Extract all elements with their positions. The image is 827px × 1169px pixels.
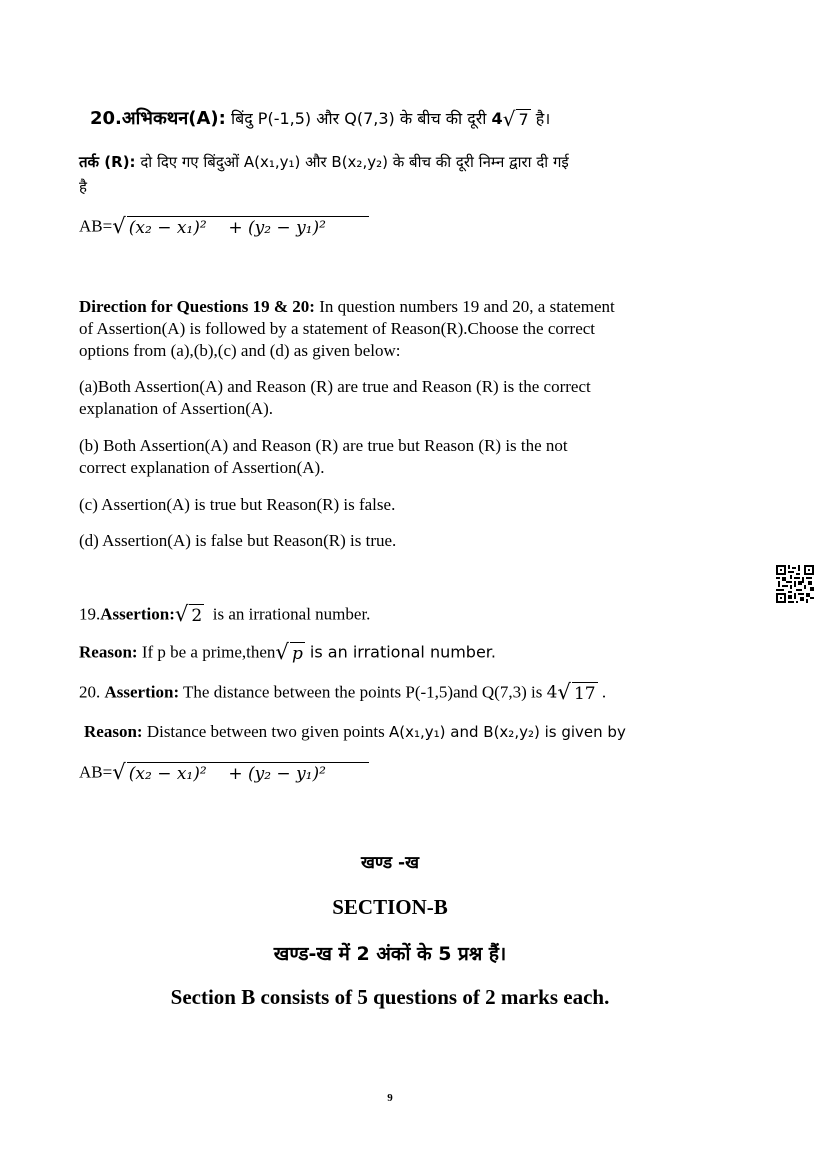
option-d: (d) Assertion(A) is false but Reason(R) is true. — [79, 531, 397, 550]
formula2-sqrt: √ (x₂ − x₁)² + (y₂ − y₁)² — [112, 762, 369, 785]
formula-lhs: AB= — [79, 216, 113, 236]
q19-reason-label: Reason: — [79, 642, 138, 662]
direction-line1: In question numbers 19 and 20, a statement — [314, 297, 615, 316]
formula-term2: + (y₂ − y₁)² — [228, 218, 326, 238]
q20-hindi-assertion — [90, 106, 550, 131]
q19-assertion-text: is an irrational number. — [212, 604, 371, 624]
option-b-line1: (b) Both Assertion(A) and Reason (R) are true but Reason (R) is the not — [79, 436, 568, 455]
distance-formula-1 — [79, 216, 369, 239]
q20-assertion-text: The distance between the points P(-1,5)and Q(7,3) is — [179, 682, 547, 702]
formula2-lhs: AB= — [79, 762, 113, 782]
q19-reason-sqrt: √ p — [275, 640, 303, 665]
direction-line2: of Assertion(A) is followed by a statement of Reason(R).Choose the correct — [79, 319, 596, 338]
section-b-hindi-desc: खण्ड-ख में 2 अंकों के 5 प्रश्न हैं। — [273, 943, 507, 965]
q20-reason — [84, 722, 626, 742]
q20-hindi-coef: 4 — [491, 109, 503, 128]
reason-hindi-label: तर्क (R): — [79, 153, 136, 171]
q20-hindi-text-post: है। — [530, 109, 551, 128]
q20-hindi-text: बिंदु P(-1,5) और Q(7,3) के बीच की दूरी — [225, 109, 492, 128]
section-b-hindi-title: खण्ड -ख — [361, 853, 419, 873]
q20-hindi-label: 20.अभिकथन(A): — [90, 108, 226, 129]
formula-sqrt: √ (x₂ − x₁)² + (y₂ − y₁)² — [112, 216, 369, 239]
direction-paragraph — [79, 296, 719, 362]
q20-reason-math: A(x₁,y₁) and B(x₂,y₂) is given by — [389, 723, 626, 741]
q19-number: 19. — [79, 604, 101, 624]
option-a-line2: explanation of Assertion(A). — [79, 399, 274, 418]
q19-reason — [79, 642, 496, 665]
q20-number: 20. — [79, 682, 105, 702]
q20-reason-label: Reason: — [84, 722, 143, 741]
formula2-term2: + (y₂ − y₁)² — [228, 764, 326, 784]
option-a-line1: (a)Both Assertion(A) and Reason (R) are true and Reason (R) is the correct — [79, 377, 591, 396]
q19-assertion — [79, 604, 370, 627]
q19-reason-radicand: p — [291, 644, 303, 664]
distance-formula-2 — [79, 762, 369, 785]
q20-coef: 4 — [546, 682, 558, 703]
reason-hindi — [79, 152, 569, 172]
q19-reason-pre: If p be a prime,then — [137, 642, 276, 662]
q20-hindi-sqrt: √ 7 — [502, 107, 529, 132]
direction-label: Direction for Questions 19 & 20: — [79, 297, 315, 316]
formula2-term1: (x₂ − x₁)² — [128, 764, 207, 784]
q19-reason-post: is an irrational number. — [304, 642, 496, 662]
section-b-title: SECTION-B — [332, 895, 448, 919]
q20-hindi-radicand: 7 — [518, 110, 529, 130]
q20-tail: . — [597, 682, 607, 702]
q19-radicand: 2 — [191, 606, 203, 626]
qr-code-icon — [776, 565, 814, 603]
option-c: (c) Assertion(A) is true but Reason(R) is false. — [79, 495, 396, 514]
q20-reason-text: Distance between two given points — [142, 722, 390, 741]
page-number: 9 — [387, 1092, 393, 1104]
section-b-desc: Section B consists of 5 questions of 2 marks each. — [170, 985, 610, 1009]
reason-hindi-text: दो दिए गए बिंदुओं A(x₁,y₁) और B(x₂,y₂) के बीच की दूरी निम्न द्वारा दी गई — [135, 153, 569, 171]
option-b — [79, 435, 568, 479]
q20-radicand: 17 — [573, 684, 596, 704]
q20-assertion-label: Assertion: — [104, 682, 180, 702]
q20-sqrt: √ 17 — [557, 680, 596, 705]
reason-hindi-cont: है — [79, 178, 87, 196]
option-a — [79, 376, 591, 420]
q19-assertion-label: Assertion: — [100, 604, 175, 624]
formula-term1: (x₂ − x₁)² — [128, 218, 207, 238]
q20-assertion — [79, 682, 606, 705]
q19-sqrt: √ 2 — [174, 602, 203, 627]
direction-line3: options from (a),(b),(c) and (d) as given below: — [79, 341, 401, 360]
option-b-line2: correct explanation of Assertion(A). — [79, 458, 325, 477]
